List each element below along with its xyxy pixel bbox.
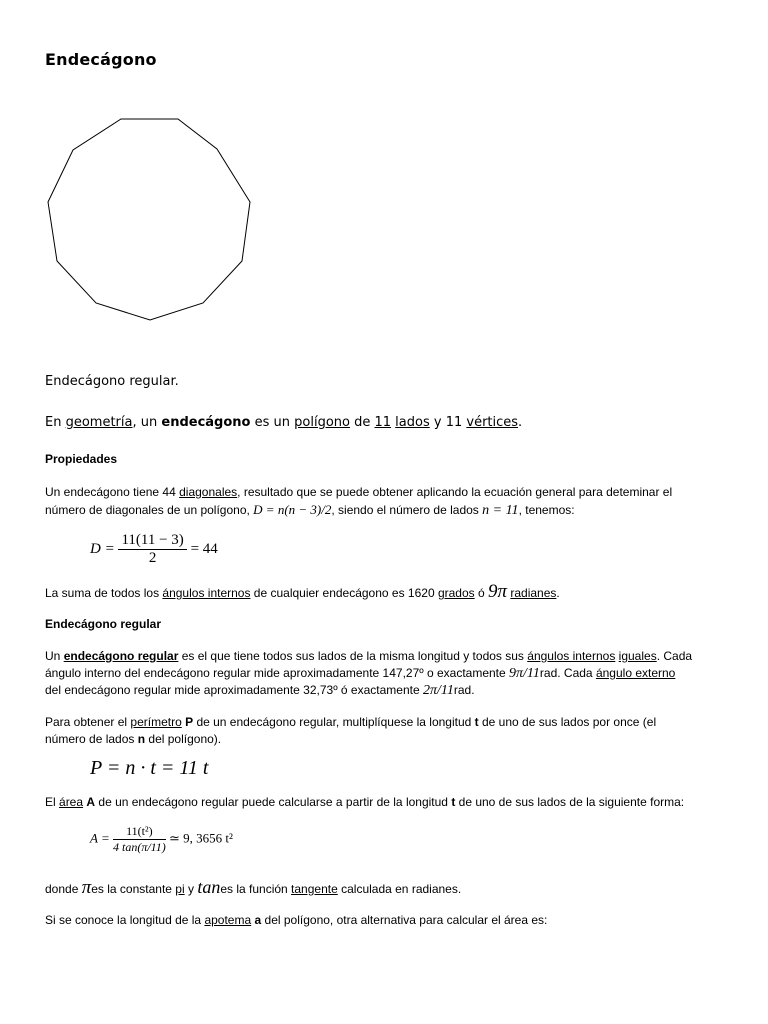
link-once[interactable]: 11 <box>374 415 392 430</box>
link-endecagono-regular[interactable]: endecágono regular <box>63 649 179 663</box>
equation-diagonales: D = $\frac{11(11 - 3)}{2}$ = 44 <box>90 532 218 566</box>
link-angulos-internos[interactable]: ángulos internos <box>162 586 251 600</box>
link-angulos-internos-2[interactable]: ángulos internos <box>527 649 616 663</box>
link-poligono[interactable]: polígono <box>294 415 350 430</box>
math-9pi: 9π <box>488 581 508 602</box>
math-pi: π <box>81 877 92 898</box>
figure-caption: Endecágono regular. <box>45 374 179 389</box>
hendecagon-figure <box>40 110 260 330</box>
link-area[interactable]: área <box>59 795 84 809</box>
link-radianes[interactable]: radianes <box>510 586 557 600</box>
regular-paragraph-4: donde πes la constante pi y tanes la función tangente calculada en radianes. <box>45 877 462 898</box>
link-diagonales[interactable]: diagonales <box>179 485 238 499</box>
link-pi[interactable]: pi <box>175 882 185 896</box>
regular-paragraph-3: El área A de un endecágono regular puede calcularse a partir de la longitud t de uno de sus lados de la siguiente forma: <box>45 795 685 809</box>
link-geometria[interactable]: geometría <box>65 415 133 430</box>
intro-paragraph: En geometría, un endecágono es un polígono de 11 lados y 11 vértices. <box>45 415 523 430</box>
link-apotema[interactable]: apotema <box>204 913 252 927</box>
link-iguales[interactable]: iguales <box>618 649 657 663</box>
hendecagon-shape <box>48 119 250 320</box>
math-9pi-11: 9π/11 <box>509 666 540 681</box>
link-tangente[interactable]: tangente <box>291 882 338 896</box>
formula-diagonales: D = n(n − 3)/2 <box>253 502 332 517</box>
equation-area: A = $\frac{\text{11(t²)}}{4 \tan(\pi/11)}$ ≃ 9, 3656 t² <box>90 824 233 854</box>
math-tan: tan <box>197 877 221 897</box>
math-2pi-11: 2π/11 <box>422 683 454 698</box>
link-lados[interactable]: lados <box>395 415 430 430</box>
page-title: Endecágono <box>45 50 157 69</box>
equation-perimetro: P = n · t = 11 t <box>90 757 209 779</box>
regular-paragraph-1: Un endecágono regular es el que tiene todos sus lados de la misma longitud y todos sus ángulos internos iguales. Cada ángulo interno del endecágono regular mide aproximadamente 147,27º o exactamente 9π/11rad. Cada ángulo externo del endecágono regular mide aproximadamente 32,73º ó exactamente 2π/11rad. <box>45 649 693 698</box>
link-perimetro[interactable]: perímetro <box>130 715 182 729</box>
link-angulo-externo[interactable]: ángulo externo <box>595 666 676 680</box>
heading-propiedades: Propiedades <box>45 452 118 466</box>
heading-endecagono-regular: Endecágono regular <box>45 617 162 631</box>
regular-paragraph-2: Para obtener el perímetro P de un endecágono regular, multiplíquese la longitud t de uno de sus lados por once (el número de lados n del polígono). <box>45 715 657 746</box>
propiedades-paragraph-1: Un endecágono tiene 44 diagonales, resultado que se puede obtener aplicando la ecuación general para deteminar el número de diagonales de un polígono, D = n(n − 3)/2, siendo el número de lados n = 11, tenemos: <box>45 485 673 518</box>
formula-n: n = 11 <box>482 503 519 518</box>
link-vertices[interactable]: vértices <box>466 415 519 430</box>
regular-paragraph-5: Si se conoce la longitud de la apotema a del polígono, otra alternativa para calcular el área es: <box>45 913 548 927</box>
link-grados[interactable]: grados <box>437 586 475 600</box>
propiedades-paragraph-2: La suma de todos los ángulos internos de cualquier endecágono es 1620 grados ó 9π radianes. <box>45 581 560 602</box>
